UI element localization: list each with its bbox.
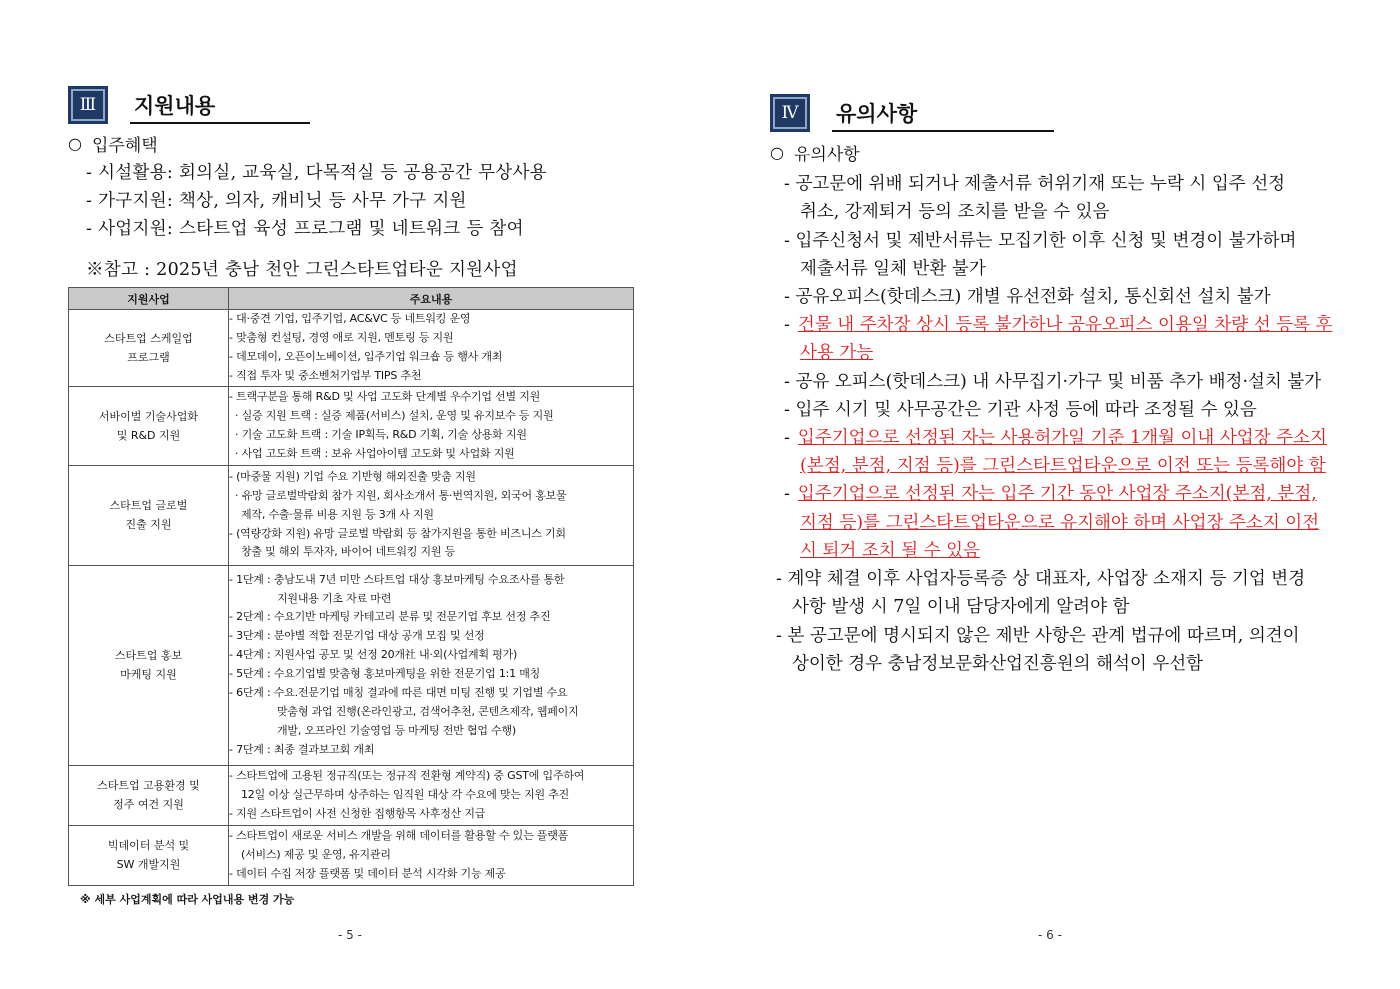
program-name-line: 스타트업 홍보	[114, 649, 183, 663]
detail-line: - 데모데이, 오픈이노베이션, 입주기업 워크숍 등 행사 개최	[229, 349, 503, 363]
notice-line	[792, 593, 1129, 618]
detail-line: · 실증 지원 트랙 : 실증 제품(서비스) 설치, 운영 및 유지보수 등 지원	[235, 408, 554, 422]
table-row	[69, 310, 634, 387]
notice-text: 시 퇴거 조치 될 수 있음	[800, 541, 980, 561]
detail-line: - 스타트업에 고용된 정규직(또는 정규직 전환형 계약직) 중 GST에 입주하여	[229, 768, 585, 782]
detail-line: 창출 및 해외 투자자, 바이어 네트워킹 지원 등	[241, 545, 456, 559]
notice-line-highlighted	[800, 509, 1319, 534]
program-name-cell	[69, 465, 229, 565]
dash-marker: -	[784, 484, 790, 504]
program-details-cell	[229, 386, 634, 465]
notice-line-highlighted	[800, 339, 873, 364]
program-details-cell	[229, 825, 634, 885]
table-row	[69, 465, 634, 565]
detail-line: - 대·중견 기업, 입주기업, AC&VC 등 네트워킹 운영	[229, 312, 471, 325]
notice-line	[784, 170, 1285, 195]
table-row	[69, 386, 634, 465]
subhead-line	[68, 131, 158, 156]
section-title: 지원내용	[130, 94, 310, 124]
notice-text: - 입주 시기 및 사무공간은 기관 사정 등에 따라 조정될 수 있음	[784, 400, 1257, 420]
detail-line: 12일 이상 실근무하며 상주하는 임직원 대상 각 수요에 맞는 지원 추진	[241, 787, 570, 801]
notice-text: 지점 등)를 그린스타트업타운으로 유지해야 하며 사업장 주소지 이전	[800, 513, 1320, 533]
program-details-cell	[229, 310, 634, 387]
notice-line-highlighted	[784, 424, 1327, 449]
detail-line: 개발, 오프라인 기술영업 등 마케팅 전반 협업 수행)	[277, 723, 516, 737]
notice-line-highlighted	[784, 311, 1332, 336]
program-name-line: SW 개발지원	[116, 858, 181, 872]
notice-line-highlighted	[784, 480, 1317, 505]
detail-line: - 트랙구분을 통해 R&D 및 사업 고도화 단계별 우수기업 선별 지원	[229, 389, 541, 403]
section-title: 유의사항	[832, 102, 1054, 132]
notice-line	[792, 650, 1203, 675]
program-name-line: 빅데이터 분석 및	[107, 839, 190, 853]
notice-text: 상이한 경우 충남정보문화산업진흥원의 해석이 우선함	[792, 654, 1204, 674]
program-name-cell	[69, 765, 229, 825]
circle-bullet-icon: ○	[68, 134, 82, 153]
program-details-cell	[229, 465, 634, 565]
detail-line: - 5단계 : 수요기업별 맞춤형 홍보마케팅을 위한 전문기업 1:1 매칭	[229, 667, 541, 681]
detail-line: - 3단계 : 분야별 적합 전문기업 대상 공개 모집 및 선정	[229, 629, 485, 643]
notice-line	[784, 283, 1271, 308]
notice-text: (본점, 분점, 지점 등)를 그린스타트업타운으로 이전 또는 등록해야 함	[800, 456, 1326, 476]
detail-line: - 4단계 : 지원사업 공모 및 선정 20개社 내·외(사업계획 평가)	[229, 648, 518, 662]
column-header: 지원사업	[69, 288, 229, 310]
subhead-text: 입주혜택	[91, 136, 158, 156]
notice-line	[800, 198, 1109, 223]
detail-line: - 직접 투자 및 중소벤처기업부 TIPS 추천	[229, 368, 422, 382]
dash-marker: -	[784, 428, 790, 448]
detail-line: - (역량강화 지원) 유망 글로벌 박람회 등 참가지원을 통한 비즈니스 기회	[229, 526, 566, 540]
benefit-item: - 시설활용: 회의실, 교육실, 다목적실 등 공용공간 무상사용	[86, 163, 547, 183]
notice-text: 취소, 강제퇴거 등의 조치를 받을 수 있음	[800, 202, 1110, 222]
notice-text: 입주기업으로 선정된 자는 사용허가일 기준 1개월 이내 사업장 주소지	[797, 428, 1327, 448]
detail-line: 맞춤형 과업 진행(온라인광고, 검색어추천, 콘텐츠제작, 웹페이지	[277, 704, 579, 718]
notice-line	[784, 227, 1296, 252]
page-number: - 5 -	[338, 928, 362, 942]
subhead-line	[770, 140, 860, 165]
notice-text: - 입주신청서 및 제반서류는 모집기한 이후 신청 및 변경이 불가하며	[784, 231, 1297, 251]
detail-line: · 기술 고도화 트랙 : 기술 IP획득, R&D 기획, 기술 상용화 지원	[235, 427, 527, 441]
dash-marker: -	[784, 315, 790, 335]
section-heading	[68, 86, 310, 124]
program-name-line: 프로그램	[127, 350, 170, 364]
program-name-cell	[69, 310, 229, 387]
footnote: ※ 세부 사업계획에 따라 사업내용 변경 가능	[80, 893, 295, 906]
notice-line	[776, 565, 1305, 590]
program-name-line: 스타트업 고용환경 및	[97, 779, 200, 793]
detail-line: - 데이터 수집 저장 플랫폼 및 데이터 분석 시각화 기능 제공	[229, 866, 506, 880]
notice-text: - 공유 오피스(핫데스크) 내 사무집기·가구 및 비품 추가 배정·설치 불가	[784, 372, 1322, 392]
support-program-table	[68, 287, 634, 886]
notice-text: 사항 발생 시 7일 이내 담당자에게 알려야 함	[792, 597, 1130, 617]
notice-line-highlighted	[800, 452, 1326, 477]
program-name-line: 스타트업 스케일업	[104, 331, 193, 345]
notice-text: 건물 내 주차장 상시 등록 불가하나 공유오피스 이용일 차량 선 등록 후	[797, 315, 1333, 335]
notice-text: 사용 가능	[800, 343, 874, 363]
program-name-line: 스타트업 글로벌	[109, 499, 188, 513]
table-row	[69, 825, 634, 885]
page-number: - 6 -	[1038, 928, 1062, 942]
notice-text: - 공고문에 위배 되거나 제출서류 허위기재 또는 누락 시 입주 선정	[784, 174, 1286, 194]
program-name-cell	[69, 825, 229, 885]
detail-line: (서비스) 제공 및 운영, 유지관리	[241, 847, 391, 861]
section-number-badge: Ⅳ	[770, 94, 810, 132]
table-row	[69, 565, 634, 765]
program-name-line: 진출 지원	[125, 518, 172, 532]
table-row	[69, 765, 634, 825]
detail-line: - 맞춤형 컨설팅, 경영 애로 지원, 멘토링 등 지원	[229, 330, 454, 344]
notice-text: 입주기업으로 선정된 자는 입주 기간 동안 사업장 주소지(본점, 분점,	[797, 484, 1317, 504]
detail-line: - 스타트업이 새로운 서비스 개발을 위해 데이터를 활용할 수 있는 플랫폼	[229, 828, 569, 842]
detail-line: - 7단계 : 최종 결과보고회 개최	[229, 742, 375, 756]
detail-line: - (마중물 지원) 기업 수요 기반형 해외진출 맞춤 지원	[229, 469, 476, 483]
program-details-cell	[229, 765, 634, 825]
detail-line: 지원내용 기초 자료 마련	[277, 591, 392, 605]
notice-text: - 계약 체결 이후 사업자등록증 상 대표자, 사업장 소재지 등 기업 변경	[776, 569, 1306, 589]
detail-line: - 1단계 : 충남도내 7년 미만 스타트업 대상 홍보마케팅 수요조사를 통한	[229, 572, 565, 586]
page-6	[700, 0, 1400, 989]
subhead-text: 유의사항	[793, 145, 860, 165]
detail-line: - 지원 스타트업이 사전 신청한 집행항목 사후정산 지급	[229, 806, 486, 820]
program-name-line: 마케팅 지원	[120, 668, 177, 682]
detail-line: - 2단계 : 수요기반 마케팅 카테고리 분류 및 전문기업 후보 선정 추진	[229, 610, 551, 624]
program-name-line: 및 R&D 지원	[116, 428, 181, 442]
benefit-item: - 사업지원: 스타트업 육성 프로그램 및 네트워크 등 참여	[86, 219, 524, 239]
notice-text: - 본 공고문에 명시되지 않은 제반 사항은 관계 법규에 따르며, 의견이	[776, 626, 1300, 646]
program-name-cell	[69, 386, 229, 465]
program-name-line: 정주 여건 지원	[113, 798, 184, 812]
notice-line	[784, 368, 1321, 393]
detail-line: 제작, 수출·물류 비용 지원 등 3개 사 지원	[241, 507, 434, 521]
notice-line	[784, 396, 1257, 421]
program-name-line: 서바이벌 기술사업화	[98, 409, 199, 423]
circle-bullet-icon: ○	[770, 143, 784, 162]
detail-line: - 6단계 : 수요.전문기업 매칭 결과에 따른 대면 미팅 진행 및 기업별 수요	[229, 686, 568, 700]
notice-line	[776, 622, 1300, 647]
column-header: 주요내용	[229, 288, 634, 310]
detail-line: · 유망 글로벌박람회 참가 지원, 회사소개서 통·번역지원, 외국어 홍보물	[235, 488, 567, 502]
program-name-cell	[69, 565, 229, 765]
section-heading	[770, 94, 1054, 132]
notice-text: - 공유오피스(핫데스크) 개별 유선전화 설치, 통신회선 설치 불가	[784, 287, 1271, 307]
notice-text: 제출서류 일체 반환 불가	[800, 259, 986, 279]
benefit-item: - 가구지원: 책상, 의자, 캐비닛 등 사무 가구 지원	[86, 191, 467, 211]
program-details-cell	[229, 565, 634, 765]
reference-note: ※참고 : 2025년 충남 천안 그린스타트업타운 지원사업	[86, 260, 518, 280]
table-header-row	[69, 288, 634, 310]
notice-line-highlighted	[800, 537, 980, 562]
notice-line	[800, 255, 986, 280]
detail-line: · 사업 고도화 트랙 : 보유 사업아이템 고도화 및 사업화 지원	[235, 446, 515, 460]
section-number-badge: Ⅲ	[68, 86, 108, 124]
